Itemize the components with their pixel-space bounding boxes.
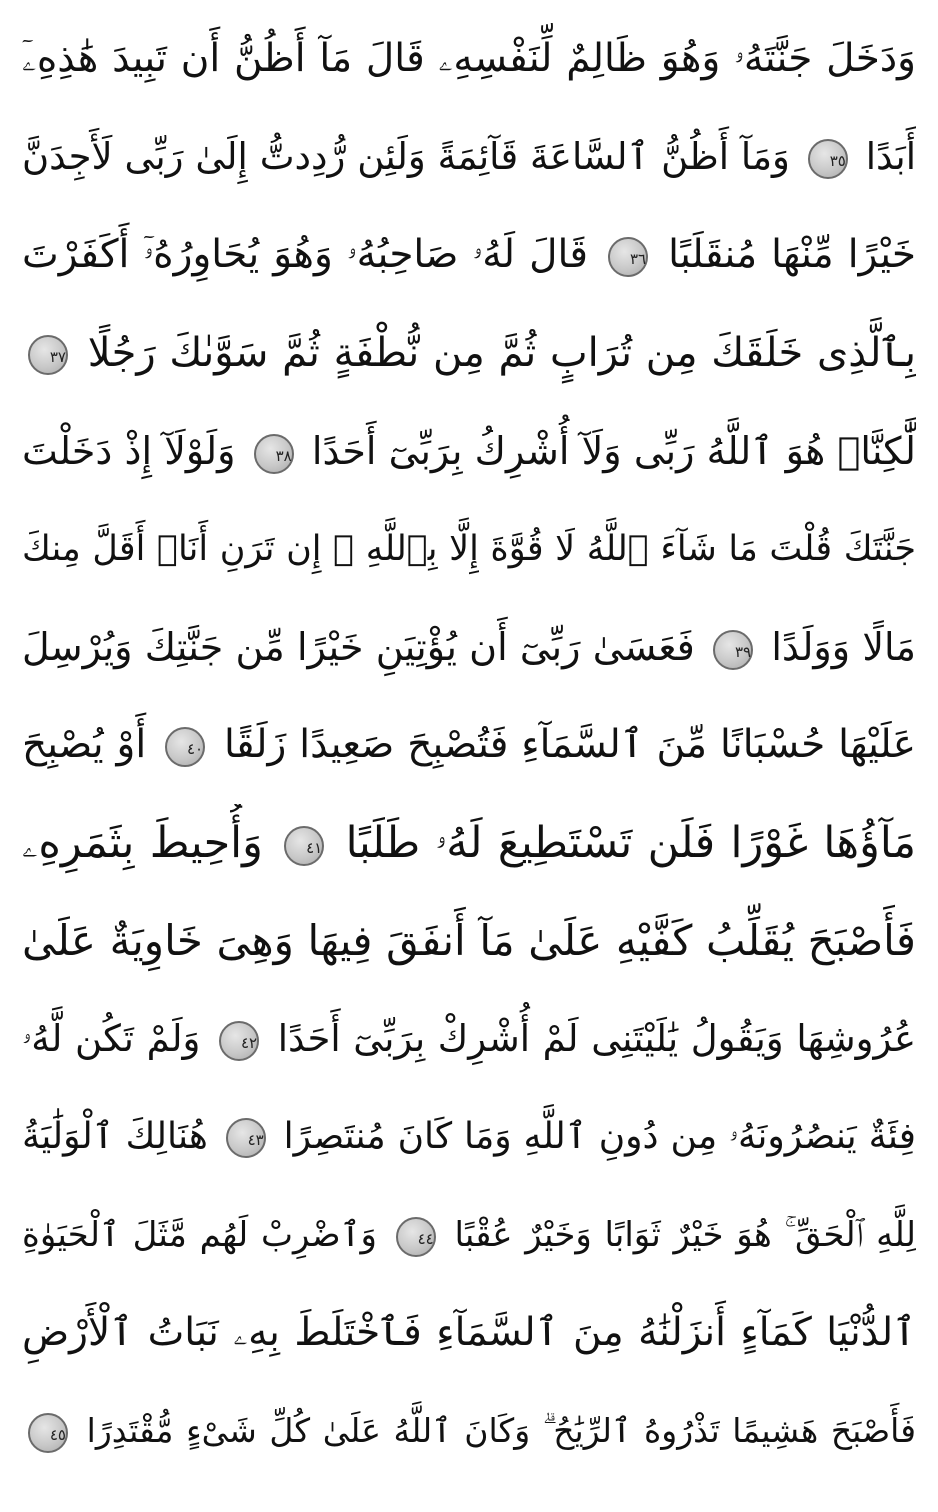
verse-text: بِٱلَّذِى خَلَقَكَ مِن تُرَابٍ ثُمَّ مِن نُّطْفَةٍ ثُمَّ سَوَّىٰكَ رَجُلًا [87, 330, 916, 376]
text-line-9 [22, 804, 916, 882]
ayah-number-marker: ٣٨ [254, 434, 294, 474]
verse-text: عُرُوشِهَا وَيَقُولُ يَٰلَيْتَنِى لَمْ أُشْرِكْ بِرَبِّىٓ أَحَدًا [277, 1017, 916, 1060]
verse-text: لَّٰكِنَّا۠ هُوَ ٱللَّهُ رَبِّى وَلَآ أُشْرِكُ بِرَبِّىٓ أَحَدًا [311, 429, 916, 473]
verse-text: هُنَالِكَ ٱلْوَلَٰيَةُ [22, 1116, 208, 1157]
verse-text: أَبَدًا [865, 135, 916, 178]
text-line-7 [22, 608, 916, 686]
text-line-15 [22, 1392, 916, 1470]
text-line-10 [22, 902, 916, 980]
verse-text: خَيْرًا مِّنْهَا مُنقَلَبًا [668, 232, 916, 277]
verse-text: ٱلدُّنْيَا كَمَآءٍ أَنزَلْنَٰهُ مِنَ ٱلسَّمَآءِ فَٱخْتَلَطَ بِهِۦ نَبَاتُ ٱلْأَرْضِ [22, 1310, 916, 1355]
text-line-12 [22, 1098, 916, 1176]
text-line-8 [22, 706, 916, 784]
ayah-number-marker: ٤٠ [165, 727, 205, 767]
text-line-13 [22, 1196, 916, 1274]
ayah-number-marker: ٤٥ [28, 1413, 68, 1453]
verse-text: عَلَيْهَا حُسْبَانًا مِّنَ ٱلسَّمَآءِ فَتُصْبِحَ صَعِيدًا زَلَقًا [224, 722, 916, 767]
verse-text: وَأُحِيطَ بِثَمَرِهِۦ [22, 818, 263, 868]
verse-text: أَوْ يُصْبِحَ [22, 722, 147, 767]
verse-text: فِئَةٌ يَنصُرُونَهُۥ مِن دُونِ ٱللَّهِ وَمَا كَانَ مُنتَصِرًا [283, 1116, 916, 1157]
verse-text: وَدَخَلَ جَنَّتَهُۥ وَهُوَ ظَالِمٌ لِّنَفْسِهِۦ قَالَ مَآ أَظُنُّ أَن تَبِيدَ هَٰذِهِۦٓ [22, 36, 916, 81]
text-line-14 [22, 1294, 916, 1372]
ayah-number-marker: ٣٩ [713, 630, 753, 670]
verse-text: وَلَمْ تَكُن لَّهُۥ [22, 1017, 201, 1060]
text-line-1 [22, 20, 916, 98]
text-line-5 [22, 412, 916, 490]
verse-text: فَأَصْبَحَ يُقَلِّبُ كَفَّيْهِ عَلَىٰ مَآ أَنفَقَ فِيهَا وَهِىَ خَاوِيَةٌ عَلَىٰ [22, 916, 916, 965]
verse-text: قَالَ لَهُۥ صَاحِبُهُۥ وَهُوَ يُحَاوِرُهُۥٓ أَكَفَرْتَ [22, 232, 588, 277]
text-line-4 [22, 314, 916, 392]
verse-text: فَعَسَىٰ رَبِّىٓ أَن يُؤْتِيَنِ خَيْرًا مِّن جَنَّتِكَ وَيُرْسِلَ [22, 625, 695, 669]
verse-text: فَأَصْبَحَ هَشِيمًا تَذْرُوهُ ٱلرِّيَٰحُ ۗ وَكَانَ ٱللَّهُ عَلَىٰ كُلِّ شَىْءٍ مُّقْتَدِرًا [86, 1411, 916, 1450]
ayah-number-marker: ٤٤ [396, 1217, 436, 1257]
verse-text: وَٱضْرِبْ لَهُم مَّثَلَ ٱلْحَيَوٰةِ [22, 1215, 377, 1255]
verse-text: جَنَّتَكَ قُلْتَ مَا شَآءَ ٱللَّهُ لَا قُوَّةَ إِلَّا بِٱللَّهِ ۚ إِن تَرَنِ أَنَا۠ أَقَلَّ مِنكَ [22, 529, 916, 569]
text-line-11 [22, 1000, 916, 1078]
text-line-6 [22, 510, 916, 588]
ayah-number-marker: ٣٥ [808, 139, 848, 179]
verse-text: لِلَّهِ ٱلْحَقِّ ۚ هُوَ خَيْرٌ ثَوَابًا وَخَيْرٌ عُقْبًا [454, 1215, 916, 1255]
ayah-number-marker: ٤١ [284, 826, 324, 866]
ayah-number-marker: ٣٦ [608, 237, 648, 277]
verse-text: مَالًا وَوَلَدًا [771, 625, 916, 669]
ayah-number-marker: ٤٣ [226, 1118, 266, 1158]
verse-text: وَلَوْلَآ إِذْ دَخَلْتَ [22, 429, 236, 473]
verse-text: مَآؤُهَا غَوْرًا فَلَن تَسْتَطِيعَ لَهُۥ طَلَبًا [345, 818, 916, 868]
ayah-number-marker: ٤٢ [219, 1021, 259, 1061]
verse-text: وَمَآ أَظُنُّ ٱلسَّاعَةَ قَآئِمَةً وَلَئِن رُّدِدتُّ إِلَىٰ رَبِّى لَأَجِدَنَّ [22, 135, 790, 178]
text-line-2 [22, 118, 916, 196]
text-line-3 [22, 216, 916, 294]
ayah-number-marker: ٣٧ [28, 335, 68, 375]
